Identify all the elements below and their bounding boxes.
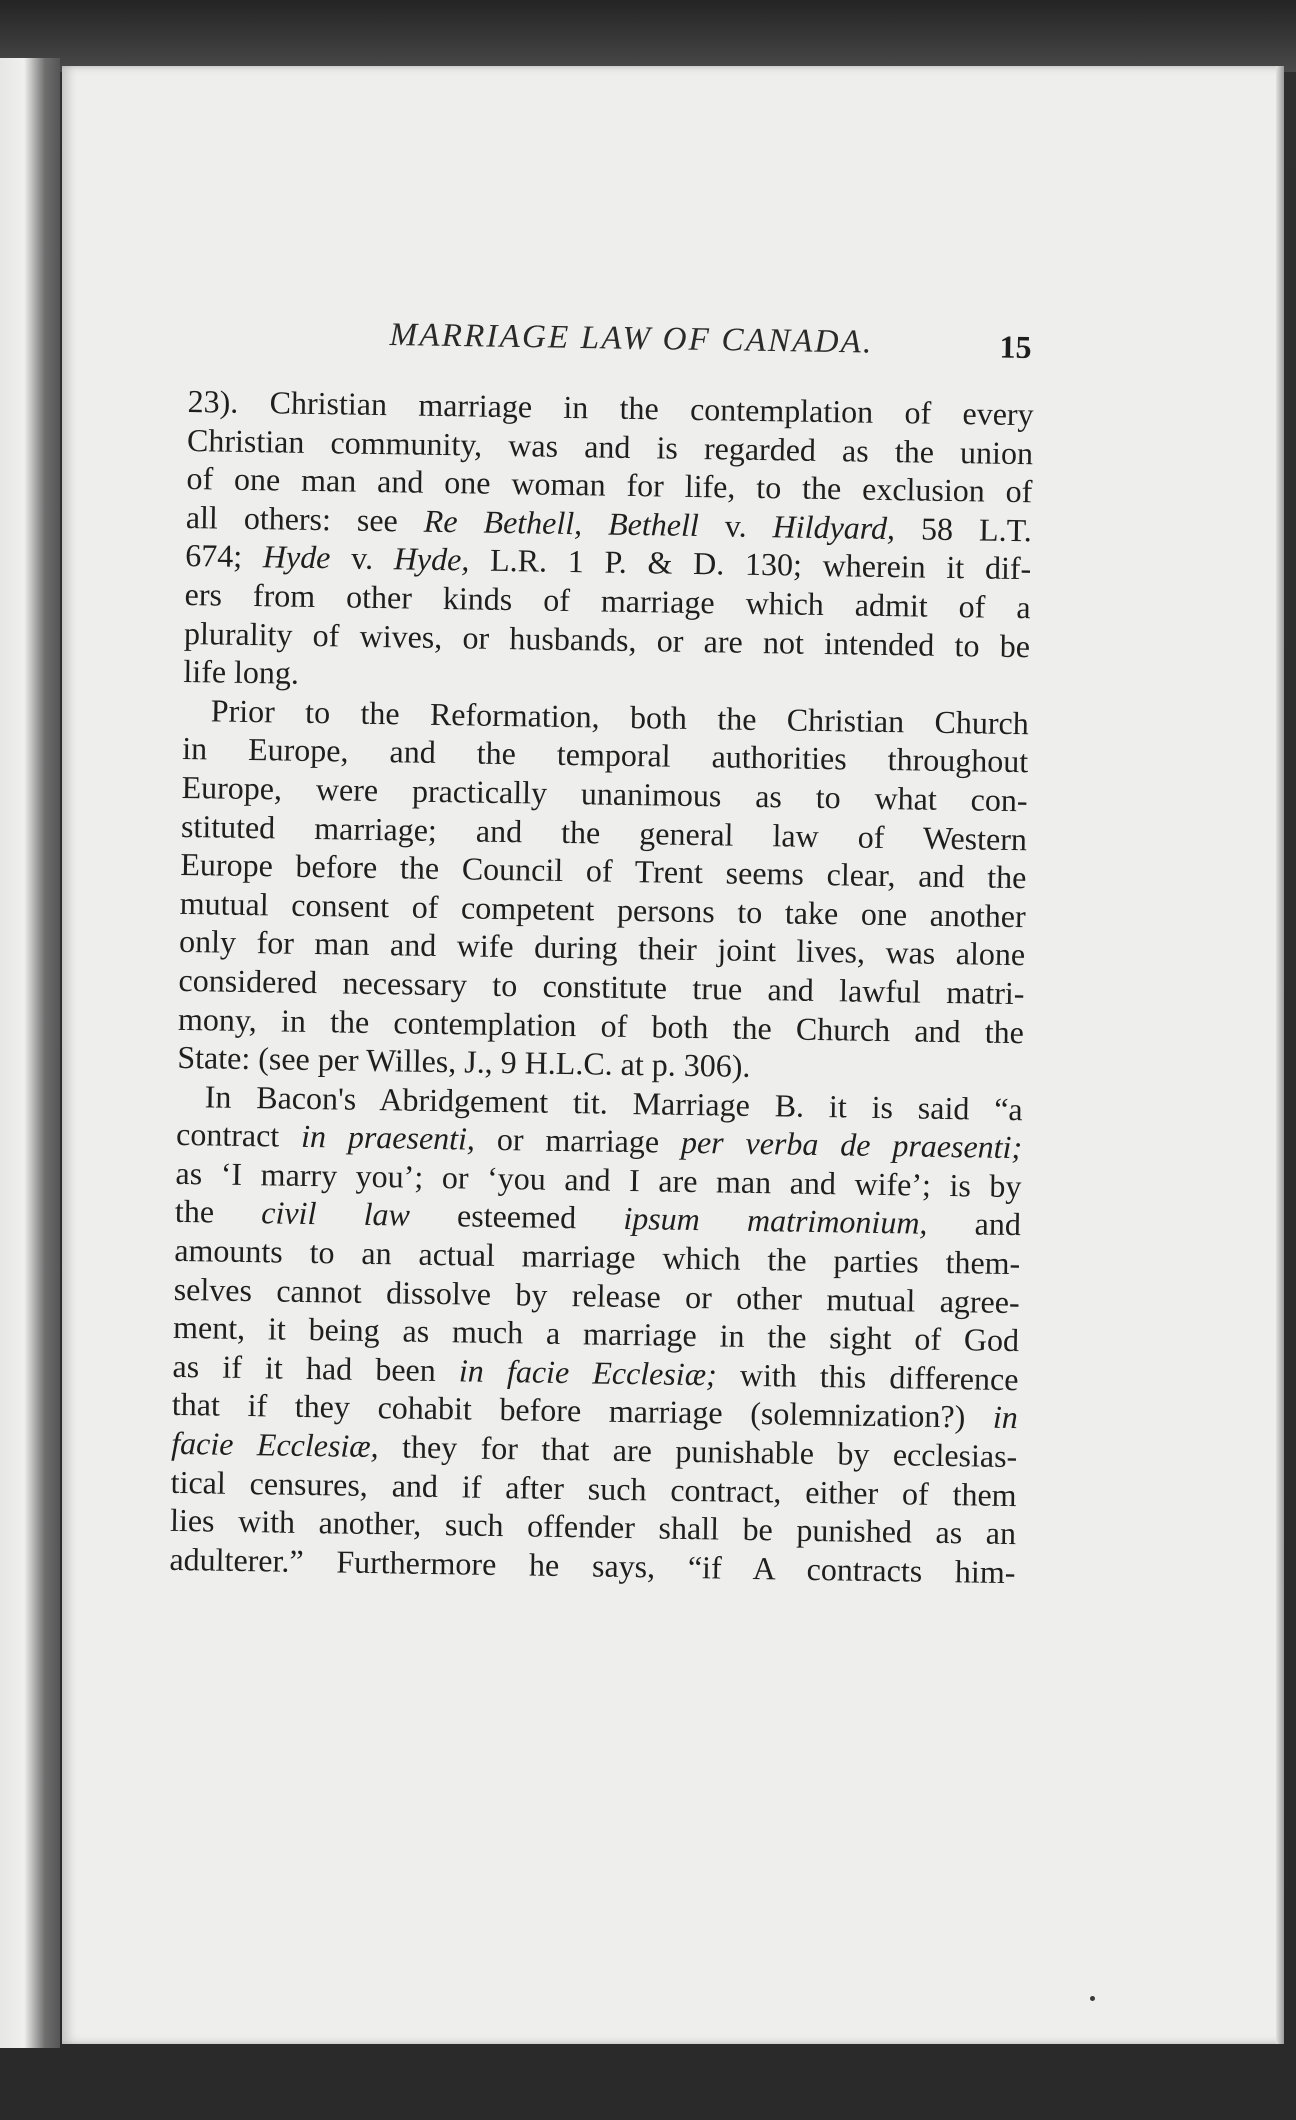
text-segment: In Bacon's Abridgement tit. Marriage B. it is said “a — [204, 1078, 1023, 1127]
text-segment: v. — [698, 506, 774, 544]
italic-text: facie Ecclesiæ, — [171, 1424, 379, 1465]
text-segment: as if it had been — [172, 1347, 460, 1389]
text-segment: stituted marriage; and the general law of Western — [180, 807, 1028, 857]
text-segment: life long. — [183, 653, 300, 691]
text-segment: Europe before the Council of Trent seems clear, and the — [180, 846, 1027, 896]
text-segment: selves cannot dissolve by release or other mutual agree- — [173, 1270, 1020, 1320]
italic-text: in — [992, 1399, 1019, 1436]
text-segment: lies with another, such offender shall be punished as an — [169, 1502, 1017, 1552]
text-segment: as ‘I marry you’; or ‘you and I are man and wife’; is by — [175, 1154, 1022, 1205]
text-segment: adulterer.” Furthermore he says, “if A contracts him- — [169, 1540, 1016, 1590]
text-segment: L.R. 1 P. & D. 130; wherein it dif- — [469, 541, 1032, 587]
page-left-edge — [0, 58, 60, 2048]
running-title: MARRIAGE LAW OF CANADA. — [389, 316, 874, 361]
text-segment: Christian community, was and is regarded as the union — [186, 421, 1034, 471]
text-segment: ers from other kinds of marriage which admit of a — [184, 575, 1031, 626]
text-segment: v. — [330, 539, 395, 577]
text-segment: mony, in the contemplation of both the Church and the — [177, 1000, 1025, 1050]
italic-text: Hildyard, — [772, 507, 896, 546]
italic-text: ipsum matrimonium, — [623, 1200, 928, 1242]
text-segment: plurality of wives, or husbands, or are not intended to be — [183, 614, 1031, 664]
page-number: 15 — [999, 328, 1032, 366]
text-segment: the — [174, 1193, 262, 1231]
text-segment: Europe, were practically unanimous as to what con- — [181, 768, 1028, 819]
text-segment: only for man and wife during their joint lives, was alone — [178, 923, 1026, 973]
text-segment: amounts to an actual marriage which the parties them- — [174, 1231, 1021, 1282]
text-segment: they for that are punishable by ecclesias- — [378, 1428, 1018, 1475]
text-segment: Prior to the Reformation, both the Christian Church — [210, 692, 1030, 741]
italic-text: per verba de praesenti; — [680, 1124, 1023, 1166]
italic-text: Hyde, — [393, 540, 470, 578]
text-segment: in Europe, and the temporal authorities throughout — [181, 730, 1029, 780]
text-segment: or marriage — [474, 1120, 682, 1161]
text-segment: all others: see — [185, 498, 425, 539]
text-segment: 23). Christian marriage in the contemplation of every — [187, 382, 1034, 433]
italic-text: in praesenti, — [300, 1118, 476, 1157]
text-segment: considered necessary to constitute true and lawful matri- — [178, 961, 1025, 1012]
text-segment: esteemed — [409, 1197, 624, 1237]
text-segment: State: (see per Willes, J., 9 H.L.C. at p. 306). — [177, 1039, 751, 1085]
italic-text: Hyde — [262, 538, 331, 576]
ink-speck — [1090, 1996, 1095, 2001]
text-segment: with this difference — [716, 1356, 1019, 1398]
italic-text: Re Bethell, Bethell — [423, 502, 700, 543]
text-segment: of one man and one woman for life, to the exclusion of — [186, 460, 1033, 510]
text-segment: that if they cohabit before marriage (solemnization?) — [171, 1386, 994, 1436]
page-right-edge — [1276, 66, 1284, 2044]
text-segment: and — [927, 1205, 1022, 1243]
body-text — [169, 382, 1034, 1592]
text-segment: 674; — [184, 537, 264, 575]
text-segment: tical censures, and if after such contract, either of them — [170, 1463, 1017, 1513]
text-segment: ment, it being as much a marriage in the sight of God — [172, 1309, 1020, 1359]
text-segment: mutual consent of competent persons to take one another — [179, 884, 1026, 934]
text-segment: contract — [175, 1116, 302, 1155]
scan-top-shadow — [0, 0, 1296, 72]
italic-text: in facie Ecclesiæ; — [458, 1352, 718, 1393]
text-segment: 58 L.T. — [894, 509, 1033, 549]
italic-text: civil law — [261, 1194, 411, 1234]
